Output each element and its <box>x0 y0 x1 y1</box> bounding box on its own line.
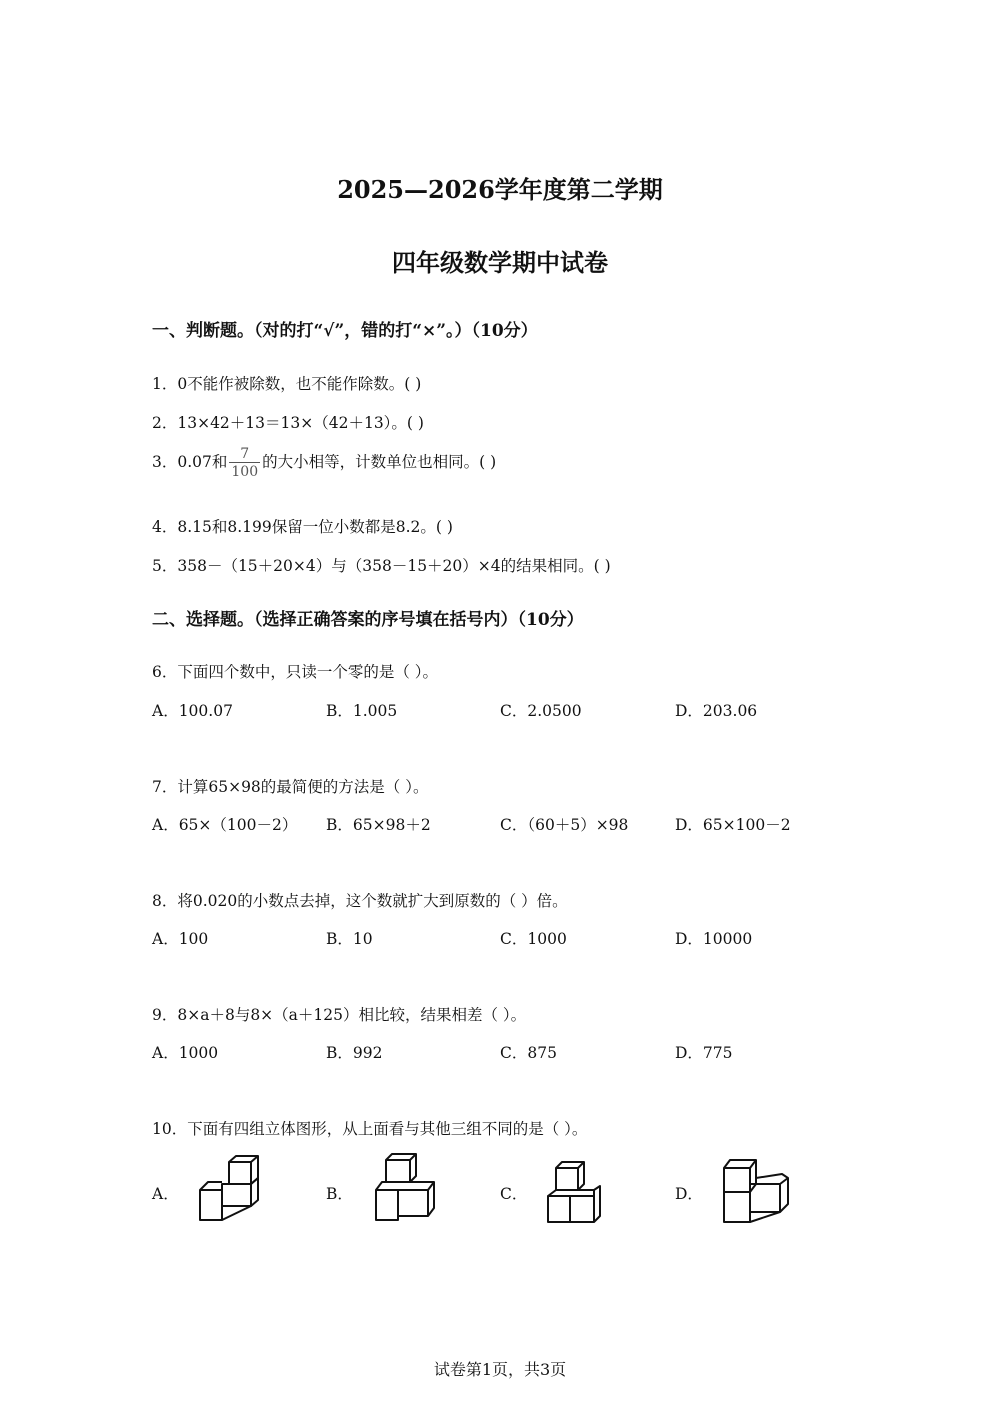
option-7b: B．65×98＋2 <box>326 816 431 834</box>
page-footer: 试卷第1页，共3页 <box>433 1360 567 1379</box>
option-9a: A．1000 <box>152 1044 219 1062</box>
question-8: 8．将0.020的小数点去掉，这个数就扩大到原数的（ ）倍。 <box>152 892 568 910</box>
option-9b: B．992 <box>326 1044 383 1062</box>
question-9: 9．8×a＋8与8×（a＋125）相比较，结果相差（ ）。 <box>152 1006 527 1024</box>
option-10c-label: C． <box>500 1185 528 1203</box>
question-3-before: 3．0.07和 <box>152 453 228 472</box>
cube-figure-a <box>196 1154 266 1224</box>
cube-figure-c <box>544 1158 604 1226</box>
option-7a: A．65×（100－2） <box>152 816 298 834</box>
option-10d-label: D． <box>675 1185 703 1203</box>
option-7c: C．（60＋5）×98 <box>500 816 629 834</box>
option-10a-label: A． <box>152 1185 179 1203</box>
question-3 <box>152 446 496 480</box>
exam-title-subject: 四年级数学期中试卷 <box>392 248 608 277</box>
option-8a: A．100 <box>152 930 209 948</box>
option-7d: D．65×100－2 <box>675 816 791 834</box>
fraction-numerator: 7 <box>240 446 250 462</box>
question-6: 6．下面四个数中，只读一个零的是（ ）。 <box>152 663 439 681</box>
question-3-after: 的大小相等，计数单位也相同。( ) <box>262 453 497 472</box>
question-7: 7．计算65×98的最简便的方法是（ ）。 <box>152 778 429 796</box>
fraction-7-100 <box>229 446 260 480</box>
option-8b: B．10 <box>326 930 373 948</box>
fraction-denominator: 100 <box>231 464 259 481</box>
option-6c: C．2.0500 <box>500 702 582 720</box>
question-5: 5．358－（15＋20×4）与（358－15＋20）×4的结果相同。( ) <box>152 557 611 575</box>
section-heading-true-false: 一、判断题。（对的打“√”，错的打“×”。）（10分） <box>152 321 538 341</box>
option-9c: C．875 <box>500 1044 557 1062</box>
cube-figure-d <box>720 1156 792 1226</box>
option-6a: A．100.07 <box>152 702 233 720</box>
question-10: 10．下面有四组立体图形，从上面看与其他三组不同的是（ ）。 <box>152 1120 588 1138</box>
exam-title-term: 2025—2026学年度第二学期 <box>337 175 663 204</box>
option-6b: B．1.005 <box>326 702 398 720</box>
question-2: 2．13×42＋13＝13×（42＋13）。( ) <box>152 414 424 432</box>
option-9d: D．775 <box>675 1044 733 1062</box>
option-8d: D．10000 <box>675 930 753 948</box>
option-10b-label: B． <box>326 1185 353 1203</box>
section-heading-multiple-choice: 二、选择题。（选择正确答案的序号填在括号内）（10分） <box>152 610 584 630</box>
cube-figure-b <box>372 1150 442 1226</box>
question-4: 4．8.15和8.199保留一位小数都是8.2。( ) <box>152 518 453 536</box>
question-1: 1．0不能作被除数，也不能作除数。( ) <box>152 375 422 393</box>
option-8c: C．1000 <box>500 930 567 948</box>
option-6d: D．203.06 <box>675 702 758 720</box>
